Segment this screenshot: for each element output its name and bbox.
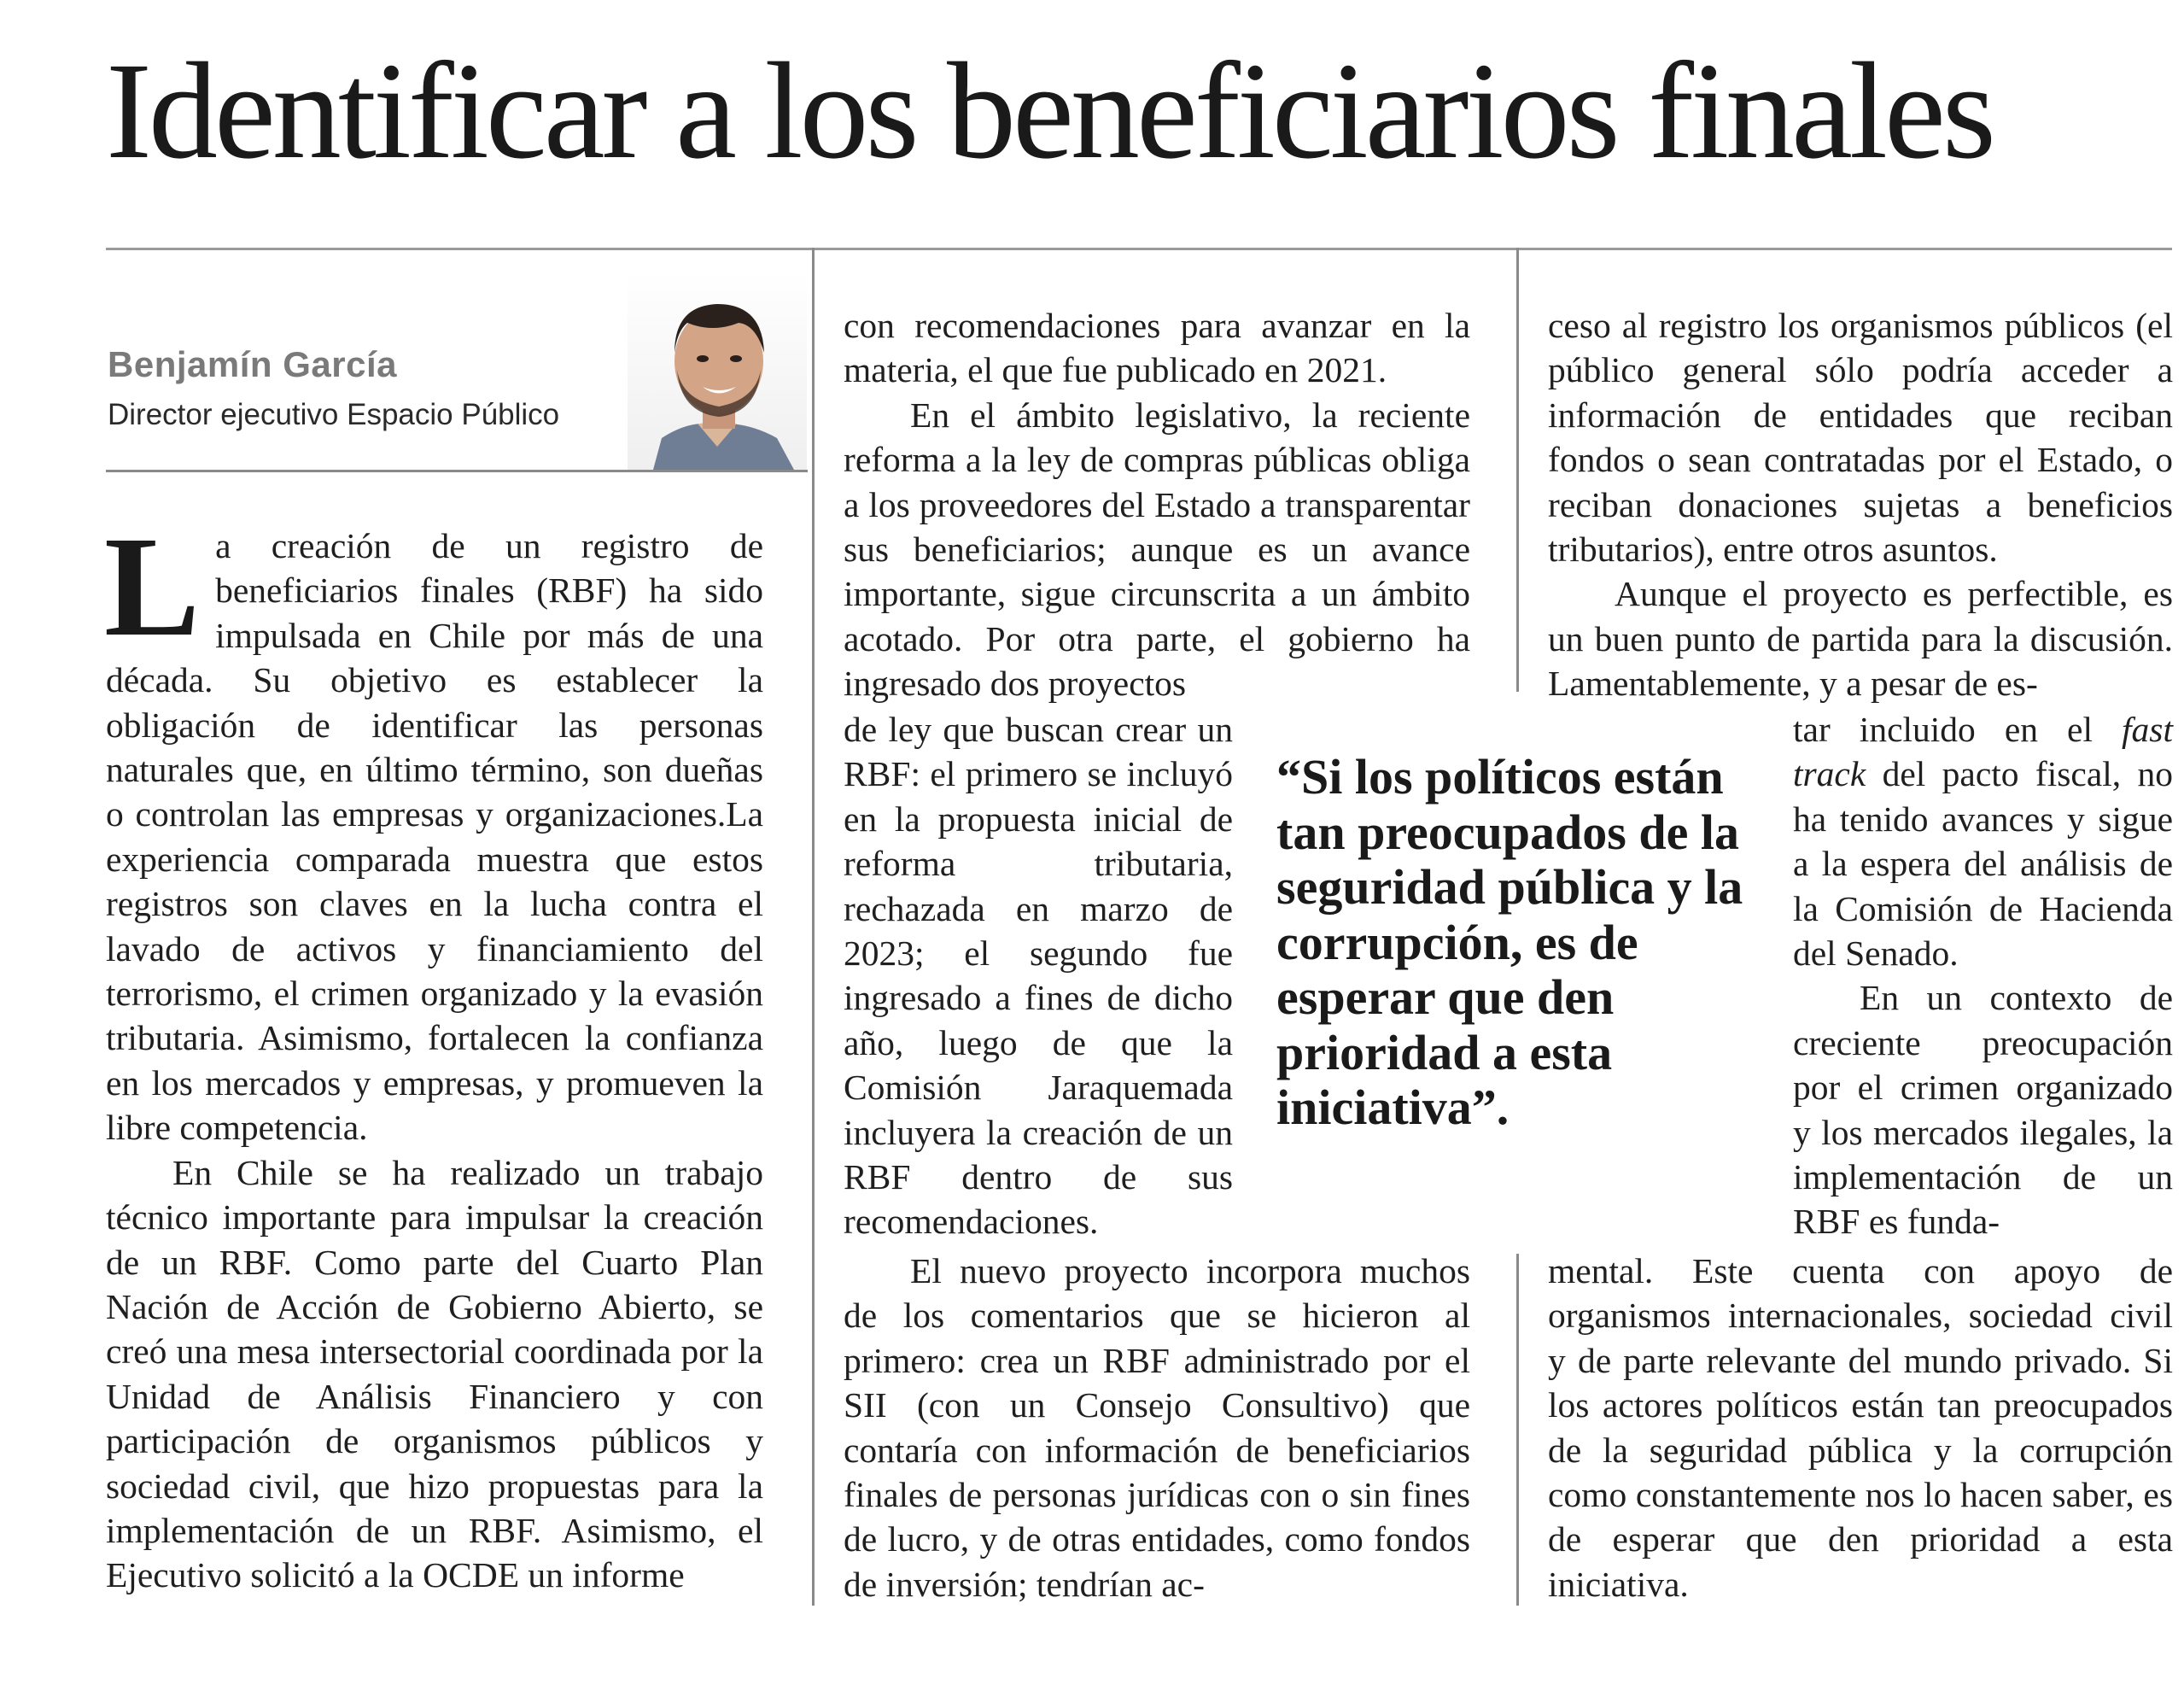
- headline: Identificar a los beneficiarios finales: [106, 35, 1993, 188]
- author-name: Benjamín García: [108, 344, 397, 384]
- paragraph-text: tar incluido en el: [1793, 710, 2123, 749]
- paragraph: En un contexto de creciente preocupación por el crimen organizado y los mercados ilegales, la implementación de un RBF es funda-: [1793, 978, 2173, 1242]
- paragraph: de ley que buscan crear un RBF: el primero se incluyó en la propuesta inicial de reforma tributaria, rechazada en marzo de 2023; el segundo fue ingresado a fines de dicho año, luego de que la Comisión Jaraquemada incluyera la creación de un RBF dentro de sus recomendaciones.: [844, 710, 1233, 1242]
- byline-rule: [106, 470, 808, 472]
- author-role: Director ejecutivo Espacio Público: [108, 398, 560, 431]
- column-divider: [812, 248, 815, 1606]
- top-rule: [106, 248, 2172, 250]
- column-divider: [1516, 248, 1519, 692]
- body-column-3-bottom: [1548, 1249, 2173, 1606]
- paragraph: El nuevo proyecto incorpora muchos de los comentarios que se hicieron al primero: crea un RBF administrado por el SII (con un Consejo Consultivo) que contaría con información de beneficiarios finales de personas jurídicas con o sin fines de lucro, y de otras entidades, como fondos de inversión; tendrían ac-: [844, 1251, 1470, 1604]
- body-column-2-bottom: [844, 1249, 1470, 1606]
- italic-term: fast track: [1793, 710, 2173, 794]
- body-column-2-narrow: [844, 707, 1233, 1244]
- paragraph: ceso al registro los organismos públicos (el público general sólo podría acceder a información de entidades que reciban fondos o sean contratadas por el Estado, o reciban donaciones sujetas a beneficios tributarios), entre otros asuntos.: [1548, 306, 2173, 570]
- paragraph: mental. Este cuenta con apoyo de organismos internacionales, sociedad civil y de parte relevante del mundo privado. Si los actores políticos están tan preocupados de la seguridad pública y la corrupción como constantemente nos lo hacen saber, es de esperar que den prioridad a esta iniciativa.: [1548, 1251, 2173, 1604]
- paragraph: [104, 507, 763, 1150]
- body-column-3-top: [1548, 303, 2173, 706]
- body-column-1: [104, 507, 763, 1598]
- column-divider: [1516, 1254, 1519, 1606]
- paragraph: [1793, 707, 2173, 975]
- pull-quote: “Si los políticos están tan preocupados de la seguridad pública y la corrupción, es de esperar que den prioridad a esta iniciativa”.: [1276, 749, 1743, 1135]
- drop-cap: L: [104, 507, 201, 666]
- paragraph: En el ámbito legislativo, la reciente reforma a la ley de compras públicas obliga a los proveedores del Estado a transparentar sus beneficiarios; aunque es un avance importante, sigue circunscrita a un ámbito acotado. Por otra parte, el gobierno ha ingresado dos proyectos: [844, 395, 1470, 704]
- paragraph-text: del pacto fiscal, no ha tenido avances y sigue a la espera del análisis de la Comisión de Hacienda del Senado.: [1793, 754, 2173, 974]
- body-column-2-top: [844, 303, 1470, 706]
- paragraph-text: a creación de un registro de beneficiarios finales (RBF) ha sido impulsada en Chile por más de una década. Su objetivo es establecer la obligación de identificar las personas naturales que, en último término, son dueñas o controlan las empresas y organizaciones.La experiencia comparada muestra que estos registros son claves en la lucha contra el lavado de activos y financiamiento del terrorismo, el crimen organizado y la evasión tributaria. Asimismo, fortalecen la confianza en los mercados y empresas, y promueven la libre competencia.: [106, 526, 763, 1148]
- paragraph: Aunque el proyecto es perfectible, es un buen punto de partida para la discusión. Lamentablemente, y a pesar de es-: [1548, 574, 2173, 704]
- paragraph: con recomendaciones para avanzar en la materia, el que fue publicado en 2021.: [844, 306, 1470, 390]
- body-column-3-narrow: [1793, 707, 2173, 1244]
- paragraph: En Chile se ha realizado un trabajo técnico importante para impulsar la creación de un RBF. Como parte del Cuarto Plan Nación de Acción de Gobierno Abierto, se creó una mesa intersectorial coordinada por la Unidad de Análisis Financiero y con participación de organismos públicos y sociedad civil, que hizo propuestas para la implementación de un RBF. Asimismo, el Ejecutivo solicitó a la OCDE un informe: [106, 1152, 763, 1595]
- author-photo: [628, 272, 807, 470]
